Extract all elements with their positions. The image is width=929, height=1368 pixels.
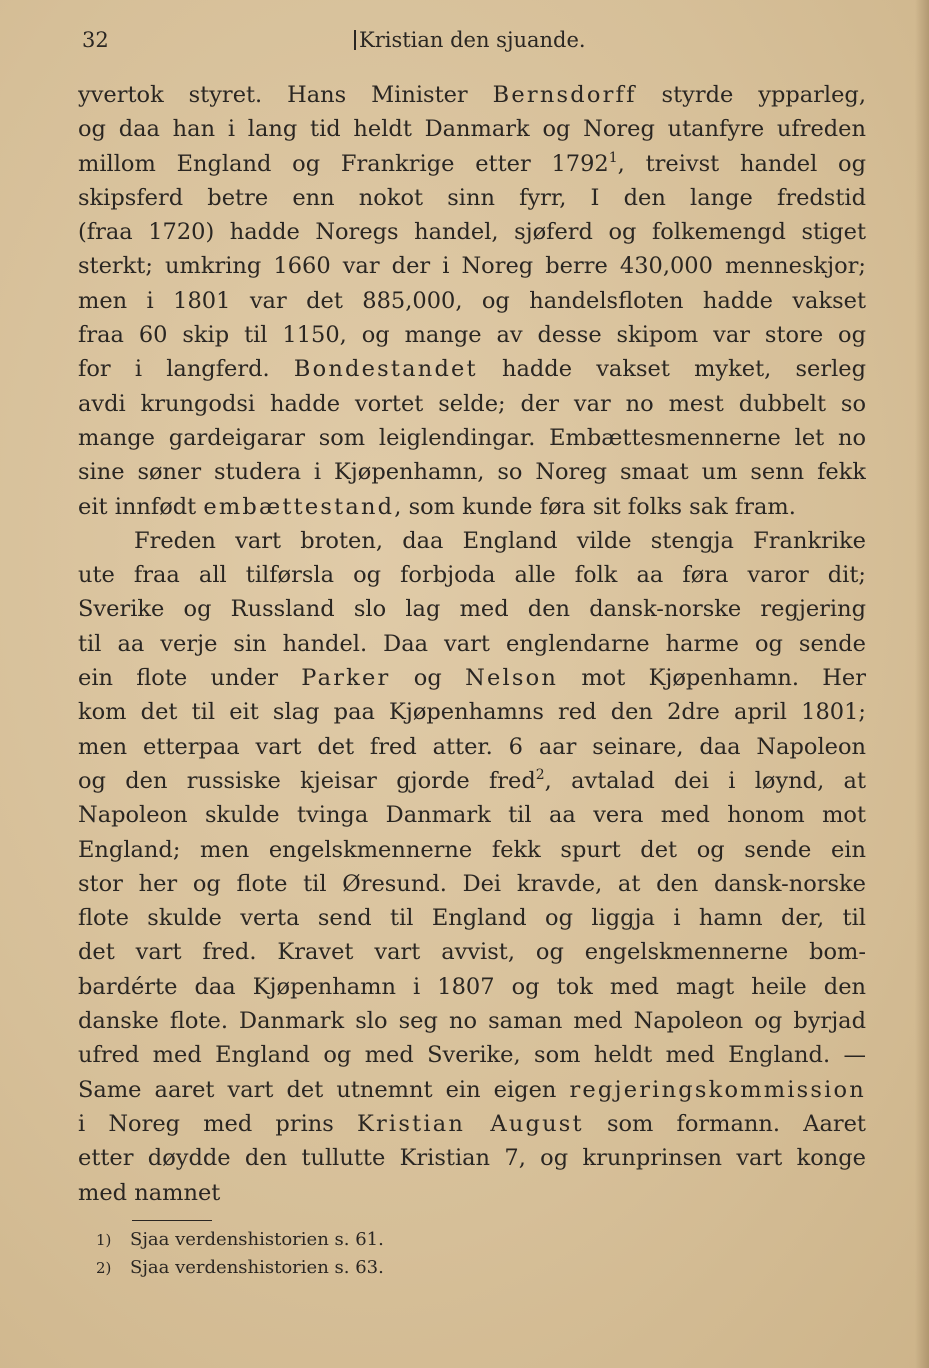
text-run: det vart fred. Kravet vart avvist, og engelskmennerne bom- — [78, 939, 866, 966]
text-run: med namnet — [78, 1179, 221, 1206]
text-run: bardérte daa Kjøpenhamn i 1807 og tok med magt heile den — [78, 973, 866, 1000]
text-line — [78, 1176, 866, 1210]
text-run: kom det til eit slag paa Kjøpenhamns red den 2dre april 1801; — [78, 699, 866, 726]
text-line — [78, 1141, 866, 1175]
page-header — [82, 28, 872, 58]
text-run: eit innfødt — [78, 493, 204, 520]
text-run: Freden vart broten, daa England vilde stengja Frankrike — [134, 527, 866, 554]
text-line — [78, 970, 866, 1004]
footnote — [96, 1226, 596, 1254]
running-title-text: Kristian den sjuande. — [359, 28, 586, 52]
text-run: mot Kjøpenhamn. Her — [558, 665, 866, 692]
text-line — [78, 627, 866, 661]
text-line — [78, 112, 866, 146]
text-line — [78, 695, 866, 729]
text-line — [78, 421, 866, 455]
text-run: i Noreg med prins — [78, 1110, 357, 1137]
text-run: hadde vakset myket, serleg — [477, 356, 866, 383]
footnote-text: Sjaa verdenshistorien s. 63. — [130, 1257, 384, 1278]
text-line — [78, 1004, 866, 1038]
spaced-emphasis: Kristian August — [356, 1110, 584, 1137]
text-line — [78, 901, 866, 935]
text-run: millom England og Frankrige etter 1792 — [78, 150, 609, 177]
text-run: sine søner studera i Kjøpenhamn, so Noreg smaat um senn fekk — [78, 459, 866, 486]
text-line — [78, 1038, 866, 1072]
text-run: sterkt; umkring 1660 var der i Noreg berre 430,000 menneskjor; — [78, 253, 866, 280]
text-run: England; men engelskmennerne fekk spurt det og sende ein — [78, 836, 866, 863]
text-run: (fraa 1720) hadde Noregs handel, sjøferd og folkemengd stiget — [78, 219, 866, 246]
text-line — [78, 387, 866, 421]
text-line — [78, 455, 866, 489]
text-run: men etterpaa vart det fred atter. 6 aar seinare, daa Napoleon — [78, 733, 866, 760]
text-run: Sverike og Russland slo lag med den dansk-norske regjering — [78, 596, 866, 623]
text-line — [78, 935, 866, 969]
spaced-emphasis: regjeringskommission — [569, 1076, 866, 1103]
text-run: styrde ypparleg, — [636, 82, 866, 108]
text-run: ufred med England og med Sverike, som heldt med England. — — [78, 1042, 866, 1069]
body-text — [78, 78, 866, 1210]
footnotes — [96, 1226, 596, 1282]
text-line — [78, 249, 866, 283]
text-line — [78, 78, 866, 112]
text-run: etter døydde den tullutte Kristian 7, og krunprinsen vart konge — [78, 1145, 866, 1172]
spaced-emphasis: embættestand — [203, 493, 395, 520]
text-run: og — [390, 665, 466, 692]
page-edge-shadow — [915, 0, 929, 1368]
text-run: Same aaret vart det utnemnt ein eigen — [78, 1076, 570, 1103]
text-line — [78, 524, 866, 558]
text-line — [78, 798, 866, 832]
text-line — [78, 592, 866, 626]
text-run: Napoleon skulde tvinga Danmark til aa vera med honom mot — [78, 802, 866, 829]
text-run: for i langferd. — [78, 356, 294, 383]
text-run: yvertok styret. Hans Minister — [78, 82, 493, 108]
text-run: og daa han i lang tid heldt Danmark og Noreg utanfyre ufreden — [78, 116, 866, 143]
text-run: danske flote. Danmark slo seg no saman med Napoleon og byrjad — [78, 1008, 866, 1035]
page-number: 32 — [82, 28, 109, 52]
footnote-text: Sjaa verdenshistorien s. 61. — [130, 1229, 384, 1250]
footnote-reference: 2 — [535, 766, 545, 783]
text-run: , som kunde føra sit folks sak fram. — [394, 493, 796, 520]
title-bar-mark — [354, 30, 356, 50]
text-line — [78, 181, 866, 215]
footnote-reference: 1 — [608, 149, 618, 166]
footnote-rule — [132, 1220, 212, 1221]
text-line — [78, 730, 866, 764]
text-run: mange gardeigarar som leiglendingar. Embættesmennerne let no — [78, 424, 866, 451]
text-run: avdi krungodsi hadde vortet selde; der var no mest dubbelt so — [78, 390, 866, 417]
text-run: stor her og flote til Øresund. Dei kravde, at den dansk-norske — [78, 870, 866, 897]
text-run: fraa 60 skip til 1150, og mange av desse skipom var store og — [78, 322, 866, 349]
text-run: til aa verje sin handel. Daa vart englendarne harme og sende — [78, 630, 866, 657]
text-line — [78, 661, 866, 695]
text-line — [78, 833, 866, 867]
text-line — [78, 147, 866, 181]
running-title — [354, 28, 586, 52]
footnote-mark: 2) — [96, 1259, 112, 1277]
text-line — [78, 1107, 866, 1141]
text-run: ein flote under — [78, 665, 302, 692]
text-line — [78, 318, 866, 352]
spaced-emphasis: Nelson — [465, 665, 559, 692]
text-line — [78, 284, 866, 318]
text-line — [78, 490, 866, 524]
footnote-mark: 1) — [96, 1231, 112, 1249]
text-line — [78, 558, 866, 592]
text-run: , avtalad dei i løynd, at — [544, 767, 866, 794]
text-run: og den russiske kjeisar gjorde fred — [78, 767, 536, 794]
text-run: , treivst handel og — [617, 150, 866, 177]
text-line — [78, 215, 866, 249]
spaced-emphasis: Bernsdorff — [492, 82, 637, 108]
text-line — [78, 1073, 866, 1107]
text-run: ute fraa all tilførsla og forbjoda alle folk aa føra varor dit; — [78, 562, 866, 589]
text-run: flote skulde verta send til England og liggja i hamn der, til — [78, 905, 866, 932]
text-run: som formann. Aaret — [583, 1110, 866, 1137]
text-run: skipsferd betre enn nokot sinn fyrr, I den lange fredstid — [78, 184, 866, 211]
text-line — [78, 352, 866, 386]
spaced-emphasis: Parker — [301, 665, 391, 692]
spaced-emphasis: Bondestandet — [293, 356, 478, 383]
text-line — [78, 867, 866, 901]
text-run: men i 1801 var det 885,000, og handelsfloten hadde vakset — [78, 287, 866, 314]
text-line — [78, 764, 866, 798]
footnote — [96, 1254, 596, 1282]
